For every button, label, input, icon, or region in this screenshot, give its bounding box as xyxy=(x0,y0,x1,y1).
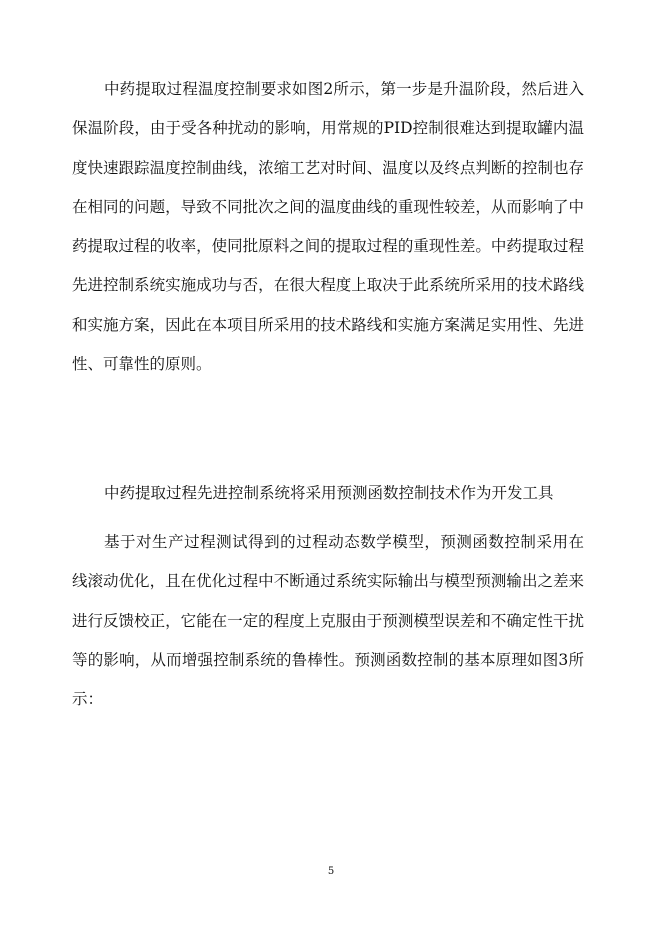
page-number: 5 xyxy=(327,866,335,877)
paragraph-predictive-control: 基于对生产过程测试得到的过程动态数学模型，预测函数控制采用在线滚动优化，且在优化过程中不断通过系统实际输出与模型预测输出之差来进行反馈校正，它能在一定的程度上克服由于预测模型误差和不确定性干扰等的影响，从而增强控制系统的鲁棒性。预测函数控制的基本原理如图3所示： xyxy=(72,533,584,709)
paragraph-section-heading: 中药提取过程先进控制系统将采用预测函数控制技术作为开发工具 xyxy=(104,484,554,502)
paragraph-temperature-control: 中药提取过程温度控制要求如图2所示，第一步是升温阶段，然后进入保温阶段，由于受各种扰动的影响，用常规的PID控制很难达到提取罐内温度快速跟踪温度控制曲线，浓缩工艺对时间、温度以及终点判断的控制也存在相同的问题，导致不同批次之间的温度曲线的重现性较差，从而影响了中药提取过程的收率，使同批原料之间的提取过程的重现性差。中药提取过程先进控制系统实施成功与否，在很大程度上取决于此系统所采用的技术路线和实施方案，因此在本项目所采用的技术路线和实施方案满足实用性、先进性、可靠性的原则。 xyxy=(72,80,584,374)
